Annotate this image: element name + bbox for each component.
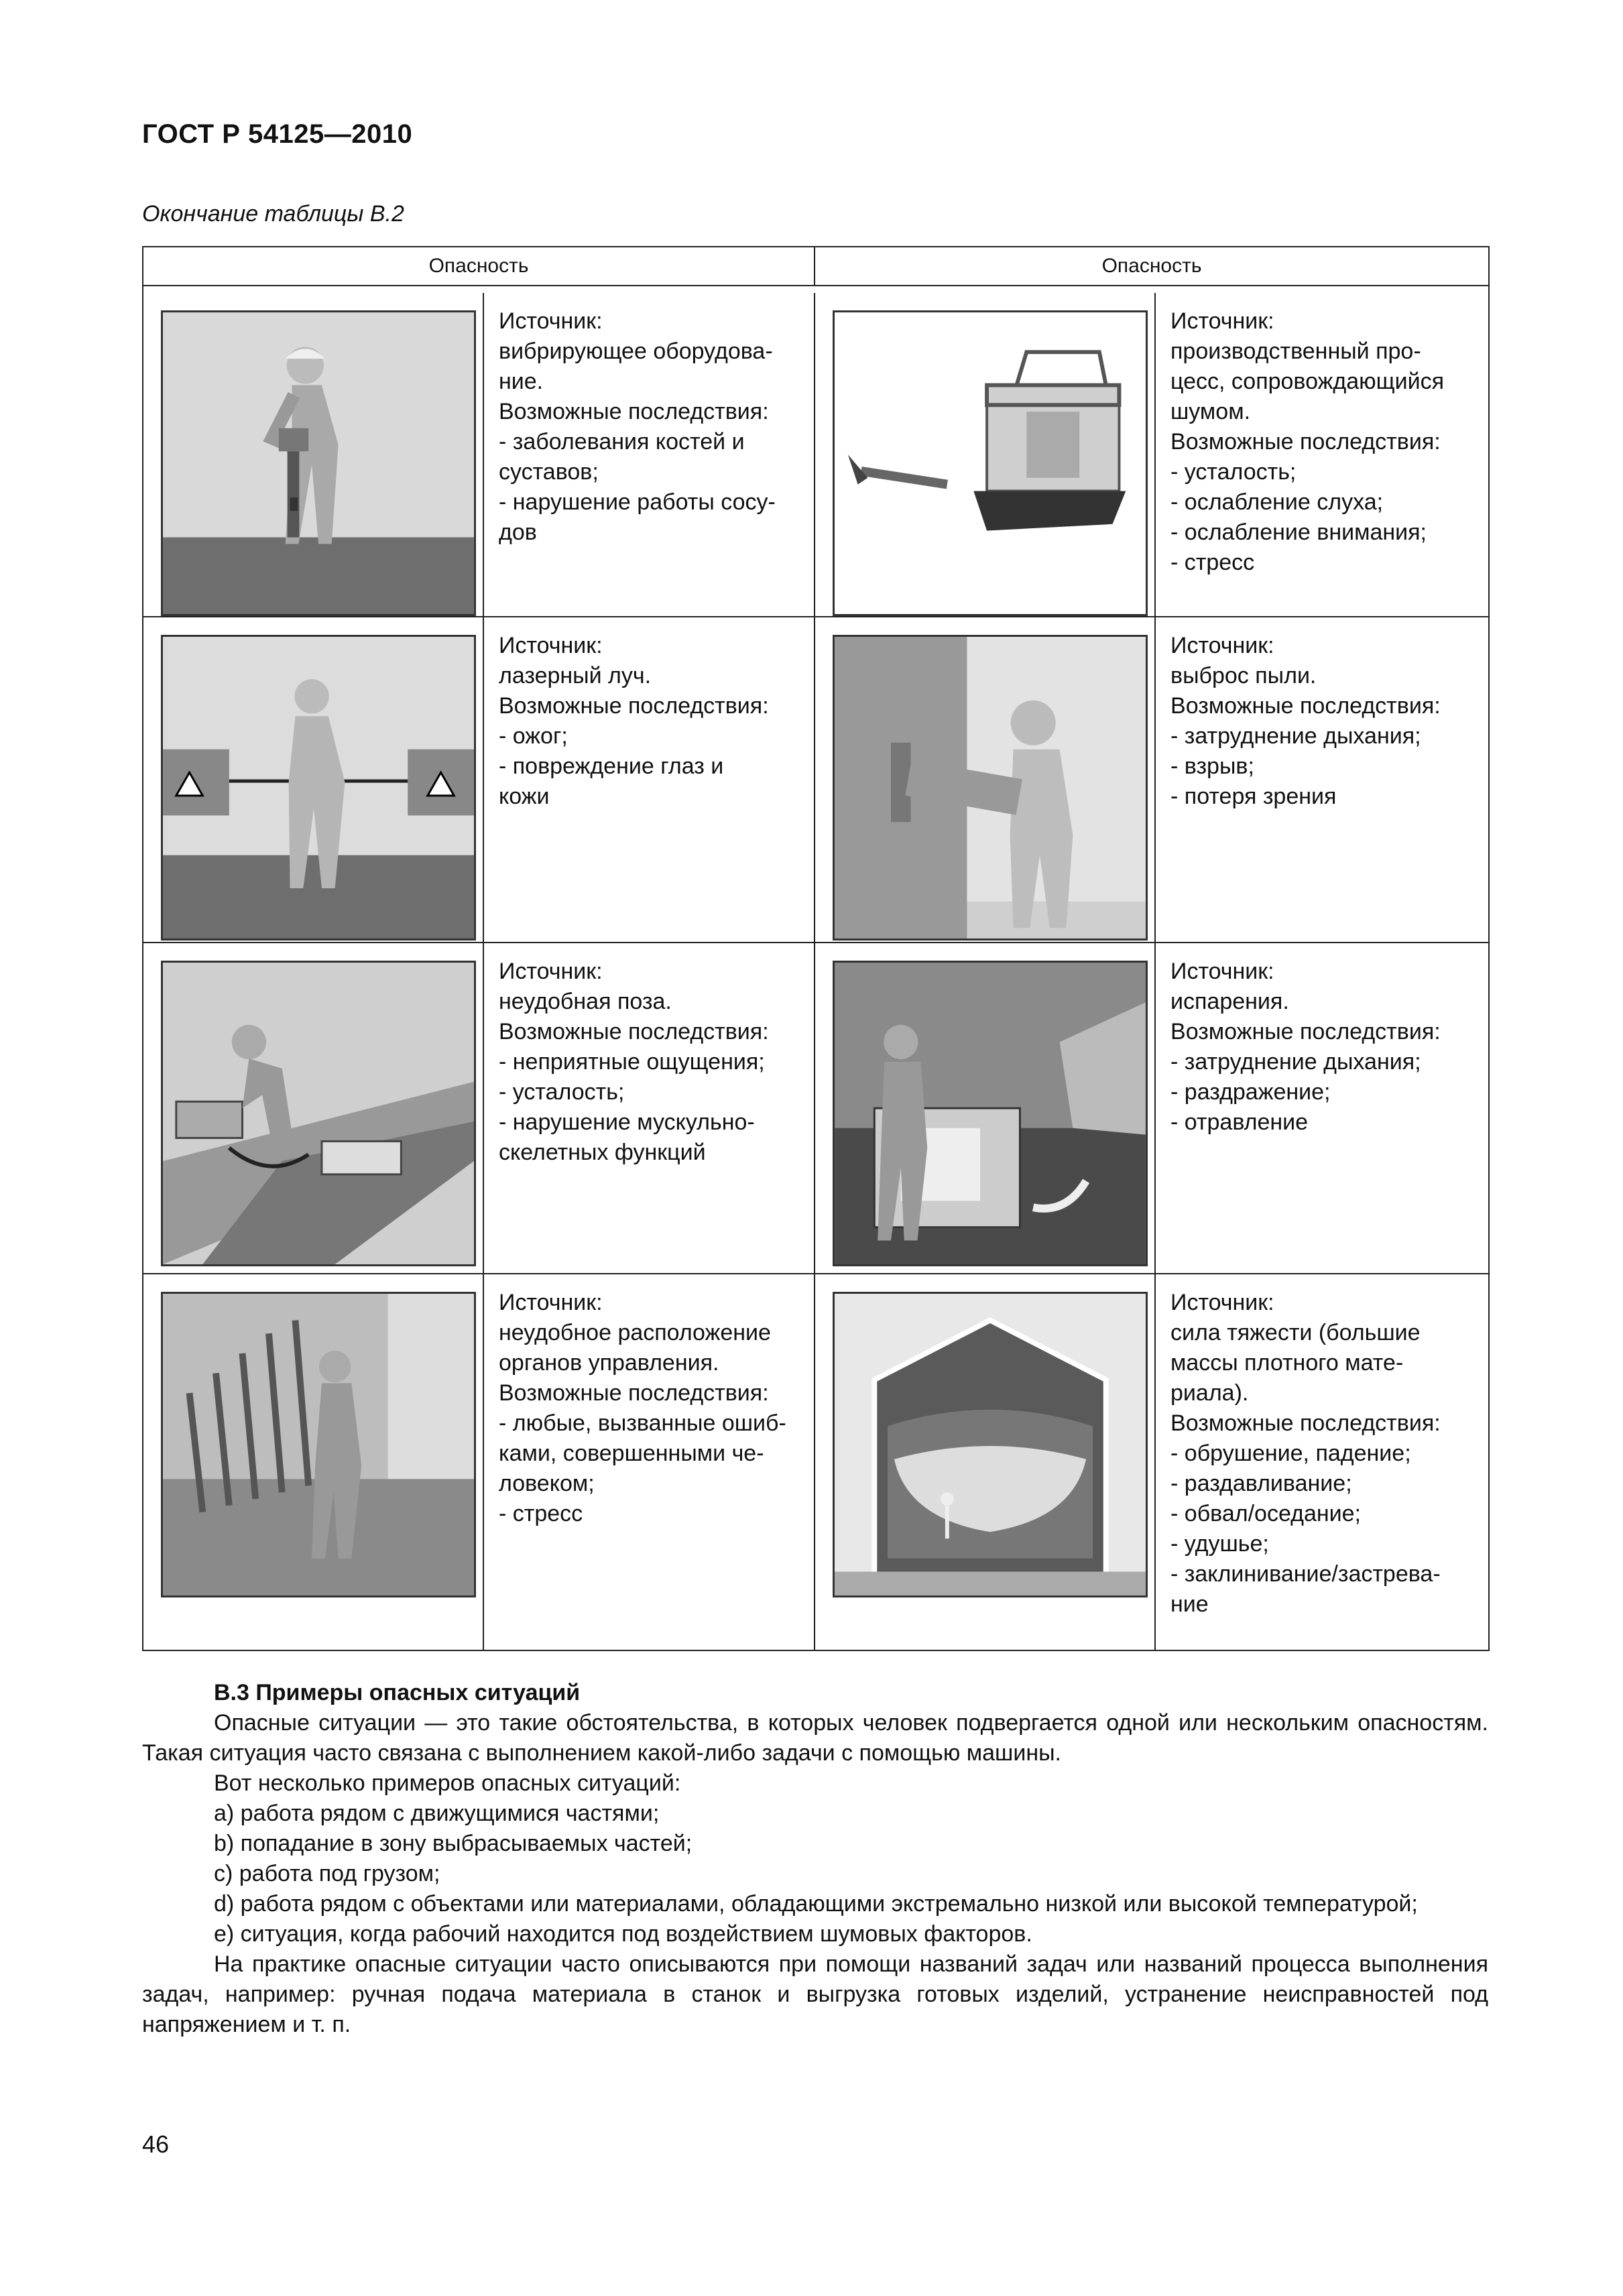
figure-cell	[143, 617, 483, 943]
text-line: лазерный луч.	[499, 663, 652, 688]
section-paragraph: Опасные ситуации — это такие обстоятельства, в которых человек подвергается одной или нескольким опасностям. Такая ситуация часто связана с выполнением какой-либо задачи с помощью машины.	[142, 1710, 1488, 1766]
laser-illustration	[161, 635, 476, 941]
hazard-description	[1155, 293, 1489, 617]
list-item: c) работа под грузом;	[214, 1861, 440, 1886]
table-caption: Окончание таблицы В.2	[142, 201, 404, 227]
text-line: неудобная поза.	[499, 989, 672, 1014]
text-line: Возможные последствия:	[499, 693, 769, 719]
text-line: ние.	[499, 369, 544, 394]
hazards-table	[142, 246, 1490, 1651]
text-line: Источник:	[499, 633, 603, 658]
text-line: - заклинивание/застрева-	[1170, 1561, 1441, 1587]
hazard-description	[483, 1274, 815, 1650]
text-line: скелетных функций	[499, 1140, 706, 1165]
text-line: - заболевания костей и	[499, 429, 745, 455]
table-row	[143, 1274, 1489, 1650]
text-line: - усталость;	[499, 1079, 625, 1105]
text-line: - стресс	[1170, 550, 1255, 575]
text-line: - отравление	[1170, 1109, 1309, 1135]
hazard-description	[1155, 1274, 1489, 1650]
text-line: Возможные последствия:	[1170, 693, 1441, 719]
jackhammer-illustration	[161, 310, 476, 616]
text-line: - удушье;	[1170, 1531, 1269, 1557]
document-title: ГОСТ Р 54125—2010	[142, 119, 413, 149]
section-heading: В.3 Примеры опасных ситуаций	[214, 1680, 581, 1705]
text-line: массы плотного мате-	[1170, 1350, 1404, 1376]
list-item: b) попадание в зону выбрасываемых частей;	[214, 1831, 693, 1856]
posture-illustration	[161, 961, 476, 1266]
text-line: цесс, сопровождающийся	[1170, 369, 1444, 394]
figure-cell	[815, 617, 1155, 943]
text-line: Источник:	[499, 308, 603, 334]
text-line: Источник:	[1170, 633, 1274, 658]
text-line: Возможные последствия:	[499, 399, 769, 424]
text-line: - усталость;	[1170, 459, 1297, 485]
list-item: d) работа рядом с объектами или материалами, обладающими экстремально низкой или высокой температурой;	[214, 1891, 1418, 1917]
text-line: суставов;	[499, 459, 599, 485]
text-line: кожи	[499, 784, 550, 809]
text-line: - неприятные ощущения;	[499, 1049, 765, 1075]
hazard-description	[483, 617, 815, 943]
text-line: Возможные последствия:	[1170, 429, 1441, 455]
hazard-description	[1155, 617, 1489, 943]
text-line: риала).	[1170, 1380, 1249, 1406]
figure-cell	[143, 293, 483, 617]
text-line: - потеря зрения	[1170, 784, 1337, 809]
text-line: испарения.	[1170, 989, 1289, 1014]
text-line: - затруднение дыхания;	[1170, 723, 1421, 749]
section-paragraph: Вот несколько примеров опасных ситуаций:	[214, 1770, 681, 1796]
list-item: e) ситуация, когда рабочий находится под воздействием шумовых факторов.	[214, 1921, 1032, 1947]
text-line: - ослабление слуха;	[1170, 489, 1384, 515]
text-line: вибрирующее оборудова-	[499, 339, 773, 364]
text-line: Возможные последствия:	[499, 1380, 769, 1406]
text-line: ловеком;	[499, 1471, 595, 1496]
text-line: неудобное расположение	[499, 1320, 771, 1345]
table-header-row	[143, 247, 1489, 286]
text-line: - стресс	[499, 1501, 583, 1526]
text-line: - взрыв;	[1170, 753, 1254, 779]
section-b3	[142, 1678, 1488, 2040]
text-line: Источник:	[1170, 308, 1274, 334]
text-line: Источник:	[1170, 1290, 1274, 1315]
text-line: органов управления.	[499, 1350, 719, 1376]
text-line: Возможные последствия:	[1170, 1410, 1441, 1436]
controls-illustration	[161, 1292, 476, 1597]
list-item: a) работа рядом с движущимися частями;	[214, 1801, 660, 1826]
silo-illustration	[833, 1292, 1148, 1597]
text-line: - повреждение глаз и	[499, 753, 724, 779]
text-line: ние	[1170, 1591, 1209, 1617]
text-line: - затруднение дыхания;	[1170, 1049, 1421, 1075]
text-line: - обвал/оседание;	[1170, 1501, 1361, 1526]
hazard-description	[483, 943, 815, 1274]
text-line: - нарушение работы сосу-	[499, 489, 776, 515]
hazard-description	[1155, 943, 1489, 1274]
figure-cell	[143, 1274, 483, 1650]
text-line: производственный про-	[1170, 339, 1421, 364]
figure-cell	[143, 943, 483, 1274]
column-header-right: Опасность	[815, 247, 1489, 286]
text-line: - нарушение мускульно-	[499, 1109, 755, 1135]
figure-cell	[815, 1274, 1155, 1650]
compactor-illustration	[833, 310, 1148, 616]
text-line: Возможные последствия:	[499, 1019, 769, 1044]
text-line: шумом.	[1170, 399, 1251, 424]
text-line: Источник:	[499, 959, 603, 984]
table-row	[143, 943, 1489, 1274]
fumes-illustration	[833, 961, 1148, 1266]
table-row	[143, 617, 1489, 943]
text-line: - любые, вызванные ошиб-	[499, 1410, 786, 1436]
text-line: Источник:	[499, 1290, 603, 1315]
figure-cell	[815, 943, 1155, 1274]
page-number: 46	[142, 2130, 170, 2158]
text-line: - обрушение, падение;	[1170, 1441, 1411, 1466]
text-line: Возможные последствия:	[1170, 1019, 1441, 1044]
figure-cell	[815, 293, 1155, 617]
column-header-left: Опасность	[143, 247, 815, 286]
text-line: сила тяжести (большие	[1170, 1320, 1421, 1345]
text-line: Источник:	[1170, 959, 1274, 984]
text-line: дов	[499, 520, 537, 545]
text-line: - раздражение;	[1170, 1079, 1331, 1105]
hazard-description	[483, 293, 815, 617]
text-line: - ожог;	[499, 723, 568, 749]
table-row	[143, 293, 1489, 617]
text-line: - раздавливание;	[1170, 1471, 1352, 1496]
text-line: - ослабление внимания;	[1170, 520, 1427, 545]
text-line: ками, совершенными че-	[499, 1441, 764, 1466]
text-line: выброс пыли.	[1170, 663, 1317, 688]
section-paragraph: На практике опасные ситуации часто описываются при помощи названий задач или названий процесса выполнения задач, например: ручная подача материала в станок и выгрузка готовых изделий, устранение неисправностей под напряжением и т. п.	[142, 1951, 1488, 2037]
dust-illustration	[833, 635, 1148, 941]
